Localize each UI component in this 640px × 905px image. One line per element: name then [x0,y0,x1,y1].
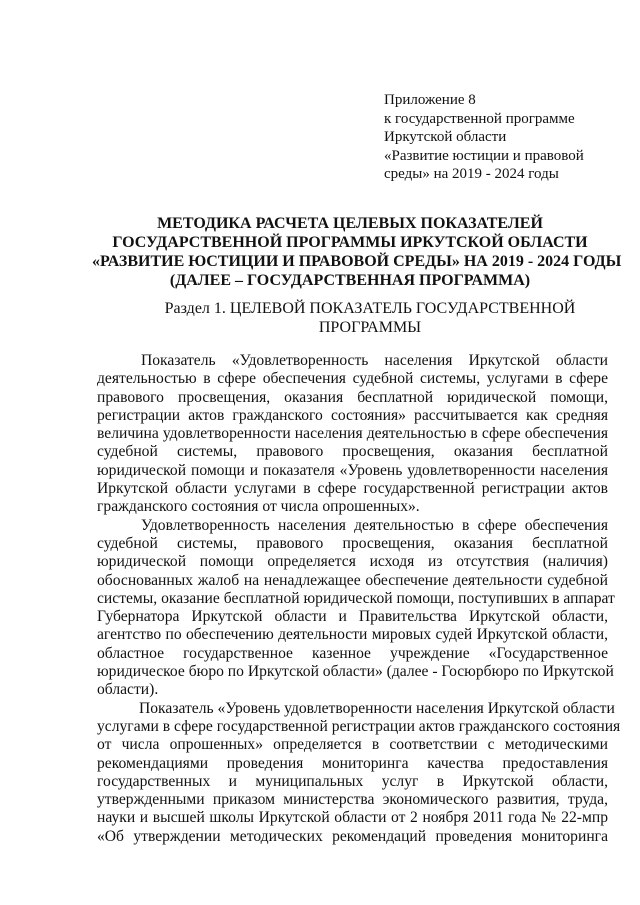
paragraph-line: утвержденными приказом министерства экономического развития, труда, [97,791,608,809]
paragraph-line: Удовлетворенность населения деятельностью в сфере обеспечения [141,516,608,534]
paragraph-line: Иркутской области услугами в сфере государственной регистрации актов [97,480,608,498]
paragraph [97,516,615,700]
paragraph-line: от числа опрошенных» определяется в соответствии с методическими [97,736,608,754]
appendix-line: среды» на 2019 - 2024 годы [384,166,559,183]
section-heading-line: Раздел 1. ЦЕЛЕВОЙ ПОКАЗАТЕЛЬ ГОСУДАРСТВЕННОЙ [164,300,576,317]
paragraph-line: государственных и муниципальных услуг в Иркутской области, [97,772,608,790]
paragraph-line: правового просвещения, оказания бесплатной юридической помощи, [97,388,608,406]
title-line: МЕТОДИКА РАСЧЕТА ЦЕЛЕВЫХ ПОКАЗАТЕЛЕЙ [157,215,543,232]
title-line: (ДАЛЕЕ – ГОСУДАРСТВЕННАЯ ПРОГРАММА) [169,272,531,289]
paragraph-line: науки и высшей школы Иркутской области от 2 ноября 2011 года № 22-мпр [97,809,608,827]
paragraph-line: системы, оказание бесплатной юридической помощи, поступивших в аппарат [97,589,615,607]
paragraph-line: гражданского состояния от числа опрошенных». [97,498,420,516]
body-text [97,352,621,846]
document-title [92,214,622,290]
paragraph-line: агентство по обеспечению деятельности мировых судей Иркутской области, [97,626,608,644]
paragraph-line: судебной системы, правового просвещения, оказания бесплатной [97,443,608,461]
appendix-header [384,91,624,184]
paragraph-line: услугами в сфере государственной регистрации актов гражданского состояния [97,717,621,735]
title-line: «РАЗВИТИЕ ЮСТИЦИИ И ПРАВОВОЙ СРЕДЫ» НА 2019 - 2024 ГОДЫ [92,253,622,270]
paragraph-line: области). [97,681,159,699]
paragraph-line: Губернатора Иркутской области и Правительства Иркутской области, [97,608,608,626]
section-heading [150,299,590,337]
paragraph-line: юридическое бюро по Иркутской области» (далее - Госюрбюро по Иркутской [97,663,614,681]
title-line: ГОСУДАРСТВЕННОЙ ПРОГРАММЫ ИРКУТСКОЙ ОБЛАСТИ [112,234,588,251]
paragraph-line: юридической помощи определяется исходя из отсутствия (наличия) [97,553,608,571]
paragraph-line: деятельностью в сфере обеспечения судебной системы, услугами в сфере [97,370,608,388]
paragraph-line: областное государственное казенное учреждение «Государственное [97,644,608,662]
paragraph-line: регистрации актов гражданского состояния» рассчитывается как средняя [97,406,608,424]
paragraph-line: величина удовлетворенности населения деятельностью в сфере обеспечения [97,425,608,443]
paragraph-line: Показатель «Удовлетворенность населения Иркутской области [141,352,608,369]
appendix-line: Иркутской области [384,129,507,146]
paragraph-line: обоснованных жалоб на ненадлежащее обеспечение деятельности судебной [97,571,608,589]
paragraph-line: рекомендациями проведения мониторинга качества предоставления [97,754,608,772]
appendix-line: к государственной программе [384,110,575,127]
paragraph [97,352,608,517]
paragraph [97,699,621,846]
paragraph-line: Показатель «Уровень удовлетворенности населения Иркутской области [139,699,615,717]
section-heading-line: ПРОГРАММЫ [318,319,422,336]
appendix-line: Приложение 8 [384,92,476,108]
paragraph-line: юридической помощи и показателя «Уровень удовлетворенности населения [97,461,608,479]
appendix-line: «Развитие юстиции и правовой [384,147,584,164]
paragraph-line: «Об утверждении методических рекомендаций проведения мониторинга [97,827,608,845]
paragraph-line: судебной системы, правового просвещения, оказания бесплатной [97,534,608,552]
